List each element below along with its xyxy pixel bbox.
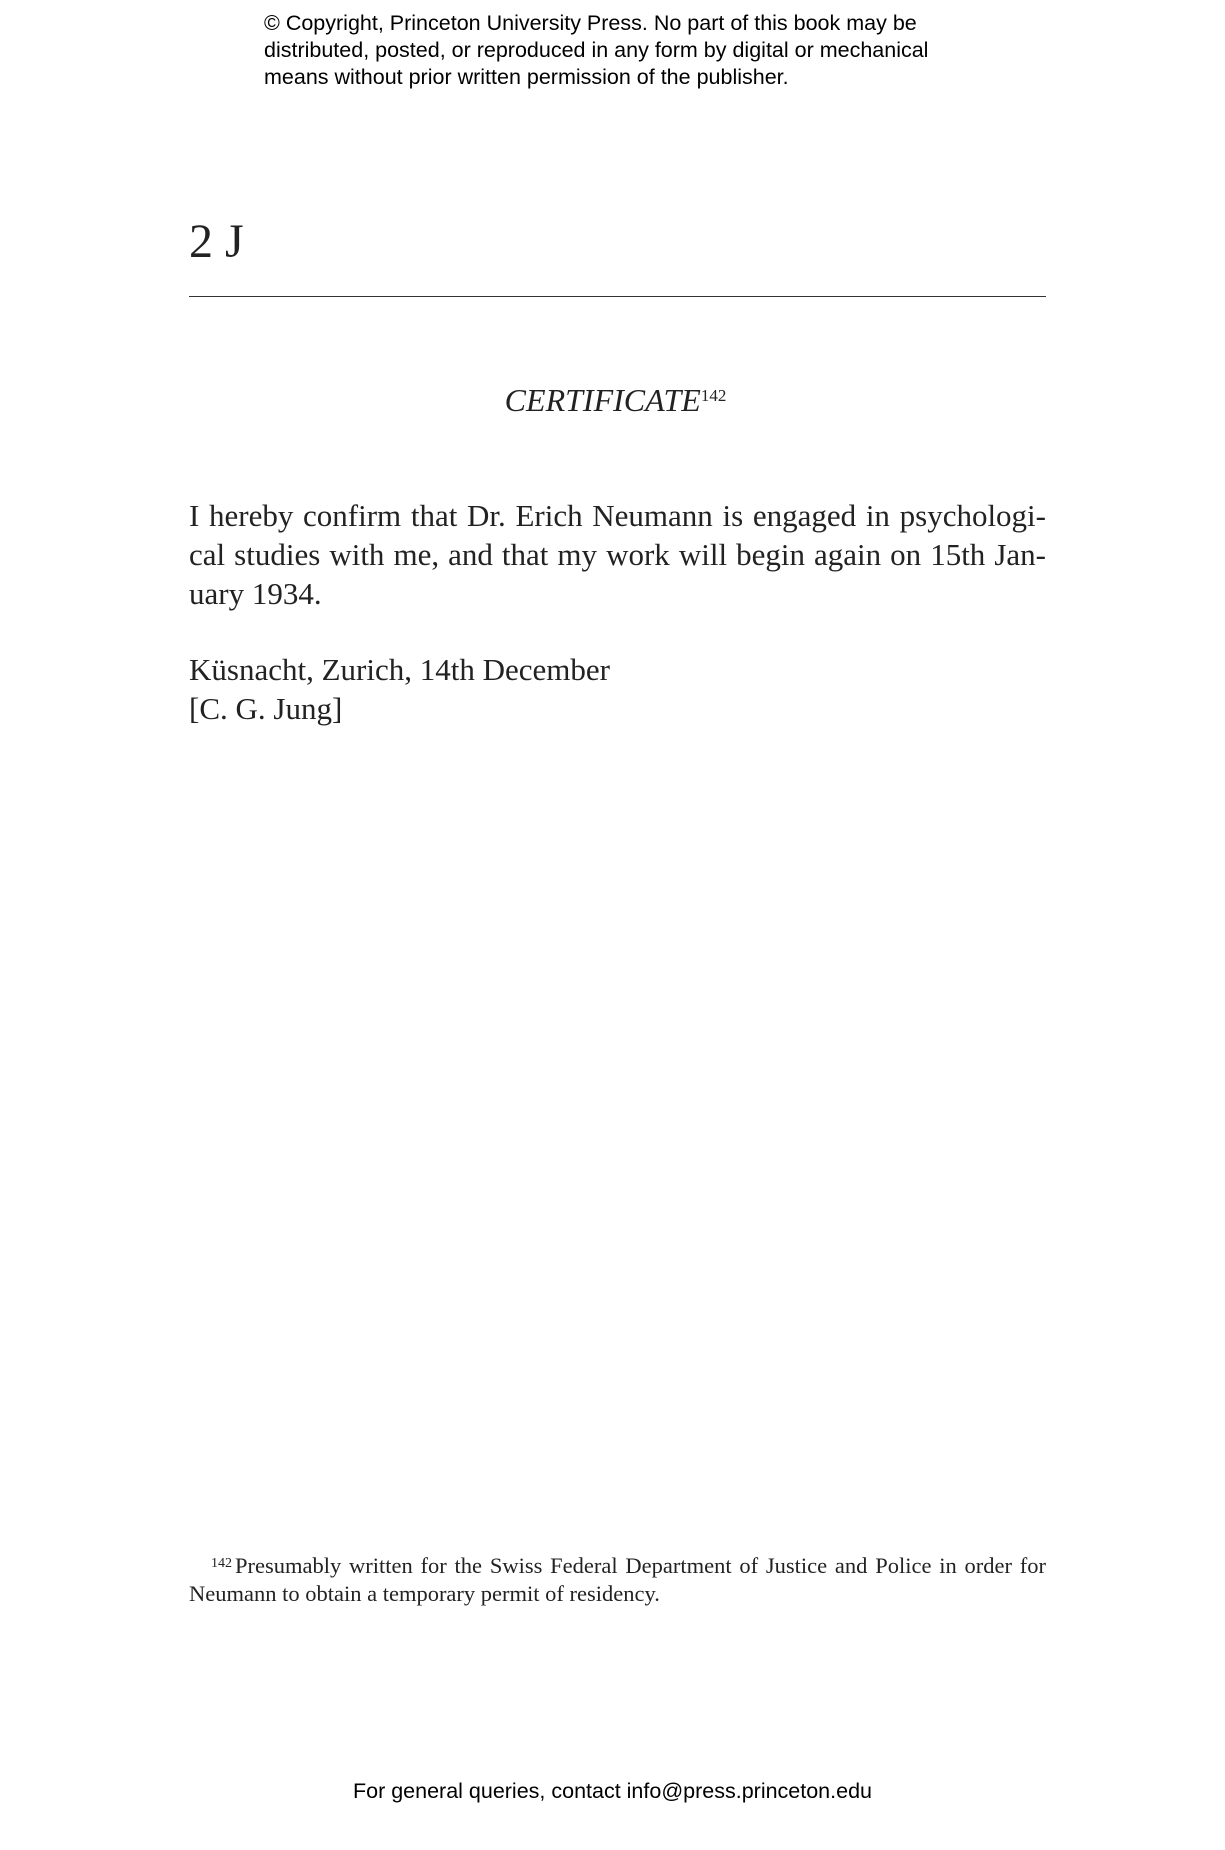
body-line: I hereby confirm that Dr. Erich Neumann is engaged in psychologi- <box>189 498 1046 533</box>
signature: [C. G. Jung] <box>189 691 343 726</box>
heading-title: CERTIFICATE <box>504 382 701 418</box>
place-date: Küsnacht, Zurich, 14th December <box>189 652 610 687</box>
copyright-line: © Copyright, Princeton University Press. No part of this book may be <box>264 11 917 35</box>
footnote-text-line1: Presumably written for the Swiss Federal Department of Justice and Police in order for <box>235 1553 1046 1578</box>
footnote-ref: 142 <box>211 1556 232 1571</box>
copyright-notice <box>264 10 1024 91</box>
heading-footnote-ref: 142 <box>700 386 727 405</box>
footnote-line <box>189 1552 1046 1580</box>
footnote-text-line2: Neumann to obtain a temporary permit of residency. <box>189 1581 660 1606</box>
letter-number: 2 J <box>189 215 244 268</box>
contact-line: For general queries, contact info@press.princeton.edu <box>352 1779 872 1803</box>
body-line: uary 1934. <box>189 576 322 611</box>
header-rule <box>189 296 1046 297</box>
copyright-line: means without prior written permission of the publisher. <box>264 65 789 89</box>
letter-heading <box>0 380 1225 420</box>
footnote <box>189 1552 1046 1608</box>
signature-block <box>189 650 610 728</box>
copyright-line: distributed, posted, or reproduced in any form by digital or mechanical <box>264 38 929 62</box>
letter-body <box>189 496 1046 613</box>
body-line: cal studies with me, and that my work will begin again on 15th Jan- <box>189 537 1046 572</box>
